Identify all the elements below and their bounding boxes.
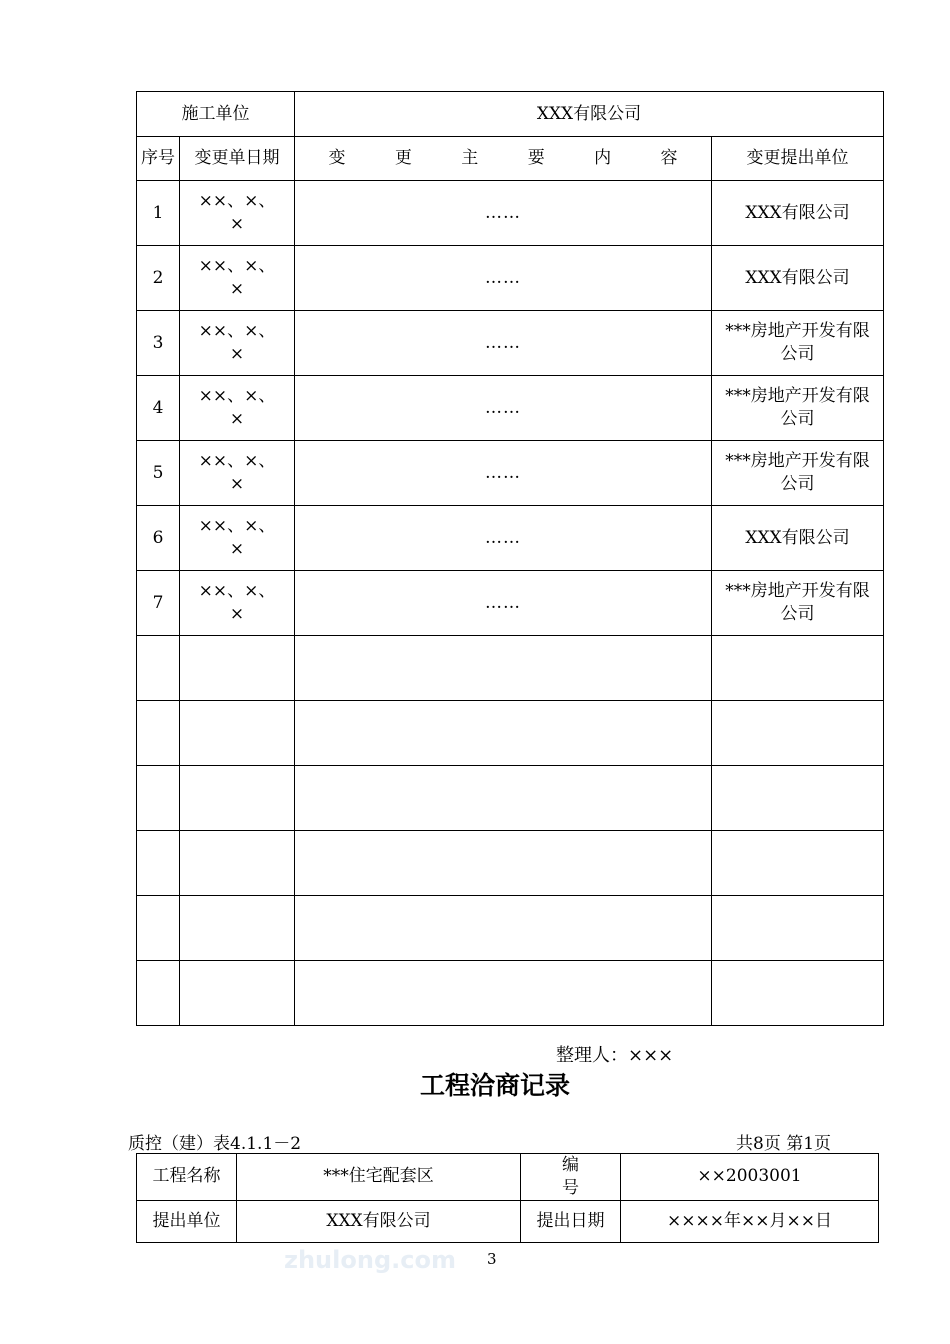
row-content xyxy=(295,961,712,1026)
row-date xyxy=(180,701,295,766)
row-seq: 7 xyxy=(137,571,180,636)
table-row xyxy=(137,636,884,701)
row-proposer xyxy=(712,766,884,831)
row-proposer: ***房地产开发有限公司 xyxy=(712,441,884,506)
table-row xyxy=(137,506,884,571)
row-proposer: ***房地产开发有限公司 xyxy=(712,571,884,636)
row-content xyxy=(295,636,712,701)
page-number: 3 xyxy=(487,1250,497,1268)
table-row xyxy=(137,571,884,636)
proposer-value: XXX有限公司 xyxy=(237,1200,521,1242)
table-row xyxy=(137,896,884,961)
row-seq xyxy=(137,831,180,896)
row-proposer: ***房地产开发有限公司 xyxy=(712,311,884,376)
row-content: …… xyxy=(295,311,712,376)
row-seq xyxy=(137,766,180,831)
table-row xyxy=(137,311,884,376)
row-proposer: XXX有限公司 xyxy=(712,181,884,246)
watermark: zhulong.com xyxy=(284,1246,456,1274)
number-label: 编 号 xyxy=(521,1154,621,1201)
row-seq: 5 xyxy=(137,441,180,506)
row-seq xyxy=(137,896,180,961)
row-content xyxy=(295,701,712,766)
row-date xyxy=(180,636,295,701)
info-row xyxy=(137,1154,879,1201)
col-content-header: 变 更 主 要 内 容 xyxy=(295,137,712,181)
row-proposer xyxy=(712,896,884,961)
row-seq xyxy=(137,701,180,766)
row-seq: 6 xyxy=(137,506,180,571)
row-seq xyxy=(137,961,180,1026)
form-code: 质控（建）表4.1.1－2 xyxy=(128,1134,302,1154)
row-content: …… xyxy=(295,376,712,441)
row-content: …… xyxy=(295,506,712,571)
table-row xyxy=(137,961,884,1026)
row-seq xyxy=(137,636,180,701)
row-date xyxy=(180,766,295,831)
row-seq: 3 xyxy=(137,311,180,376)
col-date-header: 变更单日期 xyxy=(180,137,295,181)
row-date: ××、×、× xyxy=(180,441,295,506)
date-value: ××××年××月××日 xyxy=(621,1200,879,1242)
row-date: ××、×、× xyxy=(180,311,295,376)
row-content: …… xyxy=(295,246,712,311)
row-seq: 2 xyxy=(137,246,180,311)
row-content: …… xyxy=(295,441,712,506)
row-content xyxy=(295,896,712,961)
proposer-label: 提出单位 xyxy=(137,1200,237,1242)
table-row xyxy=(137,831,884,896)
table-row xyxy=(137,701,884,766)
row-date: ××、×、× xyxy=(180,506,295,571)
row-seq: 1 xyxy=(137,181,180,246)
row-date: ××、×、× xyxy=(180,376,295,441)
row-seq: 4 xyxy=(137,376,180,441)
project-name-label: 工程名称 xyxy=(137,1154,237,1201)
date-label: 提出日期 xyxy=(521,1200,621,1242)
row-proposer xyxy=(712,636,884,701)
col-seq-header: 序号 xyxy=(137,137,180,181)
row-date xyxy=(180,831,295,896)
table-row xyxy=(137,181,884,246)
row-content: …… xyxy=(295,571,712,636)
number-value: ××2003001 xyxy=(621,1154,879,1201)
info-row xyxy=(137,1200,879,1242)
row-date xyxy=(180,961,295,1026)
row-date: ××、×、× xyxy=(180,246,295,311)
row-proposer xyxy=(712,831,884,896)
table-header-row xyxy=(137,92,884,137)
col-proposer-header: 变更提出单位 xyxy=(712,137,884,181)
table-row xyxy=(137,441,884,506)
table-row xyxy=(137,246,884,311)
row-proposer xyxy=(712,961,884,1026)
negotiation-info-table xyxy=(136,1153,879,1243)
table-row xyxy=(137,376,884,441)
row-date xyxy=(180,896,295,961)
construction-unit-value: XXX有限公司 xyxy=(295,92,884,137)
page-count: 共8页 第1页 xyxy=(736,1134,832,1154)
row-date: ××、×、× xyxy=(180,181,295,246)
project-name-value: ***住宅配套区 xyxy=(237,1154,521,1201)
row-content xyxy=(295,831,712,896)
document-title: 工程洽商记录 xyxy=(419,1071,570,1100)
compiler-signature: 整理人：××× xyxy=(556,1045,674,1066)
table-row xyxy=(137,766,884,831)
change-record-table xyxy=(136,91,884,1026)
row-proposer: XXX有限公司 xyxy=(712,506,884,571)
row-proposer: ***房地产开发有限公司 xyxy=(712,376,884,441)
row-date: ××、×、× xyxy=(180,571,295,636)
row-content: …… xyxy=(295,181,712,246)
column-header-row xyxy=(137,137,884,181)
row-proposer xyxy=(712,701,884,766)
construction-unit-label: 施工单位 xyxy=(137,92,295,137)
row-content xyxy=(295,766,712,831)
row-proposer: XXX有限公司 xyxy=(712,246,884,311)
